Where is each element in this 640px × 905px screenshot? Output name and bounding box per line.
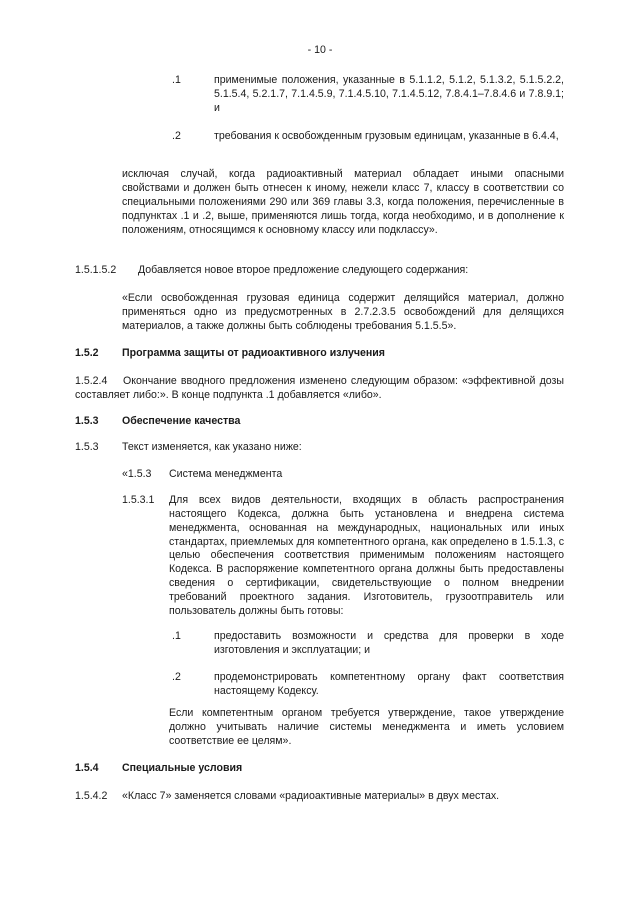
list-item-number: .1 (172, 74, 181, 86)
quoted-section-title: Система менеджмента (169, 468, 283, 480)
list-item-number: .1 (172, 630, 181, 642)
section-number: 1.5.3 (75, 441, 99, 453)
section-number: 1.5.4.2 (75, 790, 108, 802)
heading-title: Программа защиты от радиоактивного излучения (122, 347, 385, 359)
heading-number: 1.5.3 (75, 415, 99, 427)
section-text: Окончание вводного предложения изменено следующим образом: «эффективной дозы составляет либо:». В конце подпункта .1 добавляется «либо». (75, 375, 564, 401)
list-item-text: применимые положения, указанные в 5.1.1.2, 5.1.2, 5.1.3.2, 5.1.5.2.2, 5.1.5.4, 5.2.1.7, 7.1.4.5.9, 7.1.4.5.10, 7.1.4.5.12, 7.8.4.1–7.8.4.6 и 7.8.9.1; и (214, 74, 564, 114)
section-number: 1.5.3.1 (122, 494, 155, 506)
list-item-text: предоставить возможности и средства для проверки в ходе изготовления и эксплуатации; и (214, 630, 564, 656)
section-text: Текст изменяется, как указано ниже: (122, 441, 302, 453)
section-text: «Класс 7» заменяется словами «радиоактивные материалы» в двух местах. (122, 790, 500, 802)
approval-paragraph: Если компетентным органом требуется утверждение, такое утверждение должно учитывать наличие системы менеджмента и иметь условием соответствие ее целям». (169, 707, 564, 747)
heading-title: Специальные условия (122, 762, 243, 774)
section-number: 1.5.2.4 (75, 375, 108, 387)
page-number: - 10 - (307, 44, 333, 56)
section-text: Для всех видов деятельности, входящих в область распространения настоящего Кодекса, должна быть установлена и внедрена система менеджмента, основанная на международных, национальных или иных стандартах, приемлемых для компетентного органа, как определено в 1.5.1.3, с целью обеспечения соответствия применимым положениям настоящего Кодекса. В распоряжение компетентного органа должны быть предоставлены сведения о сертификации, свидетельствующие о полном внедрении требований проектного задания. Изготовитель, грузоотправитель или пользователь должны быть готовы: (169, 494, 564, 617)
paragraph-excluding: исключая случай, когда радиоактивный материал обладает иными опасными свойствами и должен быть отнесен к иному, нежели класс 7, классу в соответствии со специальными положениями 290 или 369 главы 3.3, когда положения, перечисленные в подпунктах .1 и .2, выше, применяются лишь тогда, когда необходимо, и в дополнение к положениям, относящимся к основному классу или подклассу». (122, 168, 564, 236)
heading-title: Обеспечение качества (122, 415, 241, 427)
heading-number: 1.5.2 (75, 347, 99, 359)
list-item-number: .2 (172, 130, 181, 142)
quoted-section-number: «1.5.3 (122, 468, 152, 480)
section-number: 1.5.1.5.2 (75, 264, 117, 276)
section-text: Добавляется новое второе предложение следующего содержания: (138, 264, 469, 276)
list-item-text: продемонстрировать компетентному органу факт соответствия настоящему Кодексу. (214, 671, 564, 697)
list-item-text: требования к освобожденным грузовым единицам, указанные в 6.4.4, (214, 130, 559, 142)
list-item-number: .2 (172, 671, 181, 683)
quoted-paragraph: «Если освобожденная грузовая единица содержит делящийся материал, должно применяться одно из предусмотренных в 2.7.2.3.5 освобождений для делящихся материалов, а также должны быть соблюдены требования 5.1.5.5». (122, 292, 564, 332)
heading-number: 1.5.4 (75, 762, 99, 774)
